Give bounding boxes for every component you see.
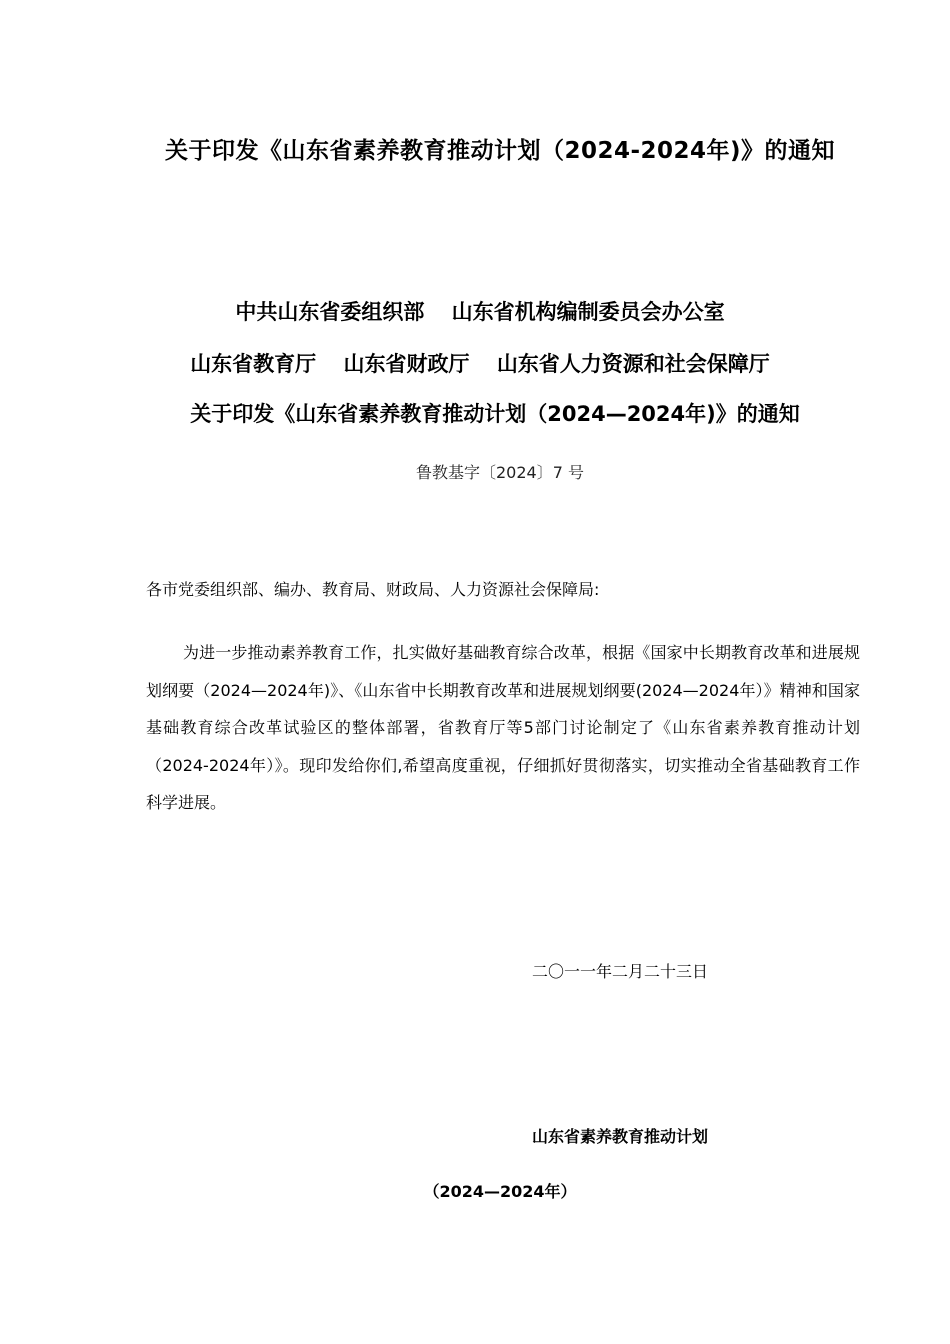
salutation: 各市党委组织部、编办、教育局、财政局、人力资源社会保障局: [146, 580, 600, 599]
notice-subtitle: 关于印发《山东省素养教育推动计划（2024—2024年)》的通知 [190, 402, 800, 426]
issuer-hr-department: 山东省人力资源和社会保障厅 [496, 352, 770, 376]
body-paragraph: 为进一步推动素养教育工作，扎实做好基础教育综合改革，根据《国家中长期教育改革和进展规划纲要（2024—2024年)》、《山东省中长期教育改革和进展规划纲要(2024—2024年）》精神和国家基础教育综合改革试验区的整体部署，省教育厅等5部门讨论制定了《山东省素养教育推动计划（2024-2024年）》。现印发给你们,希望高度重视，仔细抓好贯彻落实，切实推动全省基础教育工作科学进展。 [146, 643, 860, 812]
issuer-organization-department: 中共山东省委组织部 [235, 300, 425, 324]
issuer-line-1 [120, 286, 840, 338]
issue-date: 二〇一一年二月二十三日 [532, 962, 709, 981]
plan-years: （2024—2024年） [423, 1182, 577, 1201]
issuer-line-2 [120, 338, 840, 390]
document-title: 关于印发《山东省素养教育推动计划（2024-2024年)》的通知 [164, 138, 836, 164]
issuer-finance-department: 山东省财政厅 [343, 352, 470, 376]
issuing-departments [120, 286, 840, 390]
plan-title: 山东省素养教育推动计划 [532, 1127, 709, 1146]
document-number: 鲁教基字〔2024〕7 号 [416, 463, 584, 482]
issuer-education-department: 山东省教育厅 [190, 352, 317, 376]
issuer-staffing-office: 山东省机构编制委员会办公室 [451, 300, 725, 324]
